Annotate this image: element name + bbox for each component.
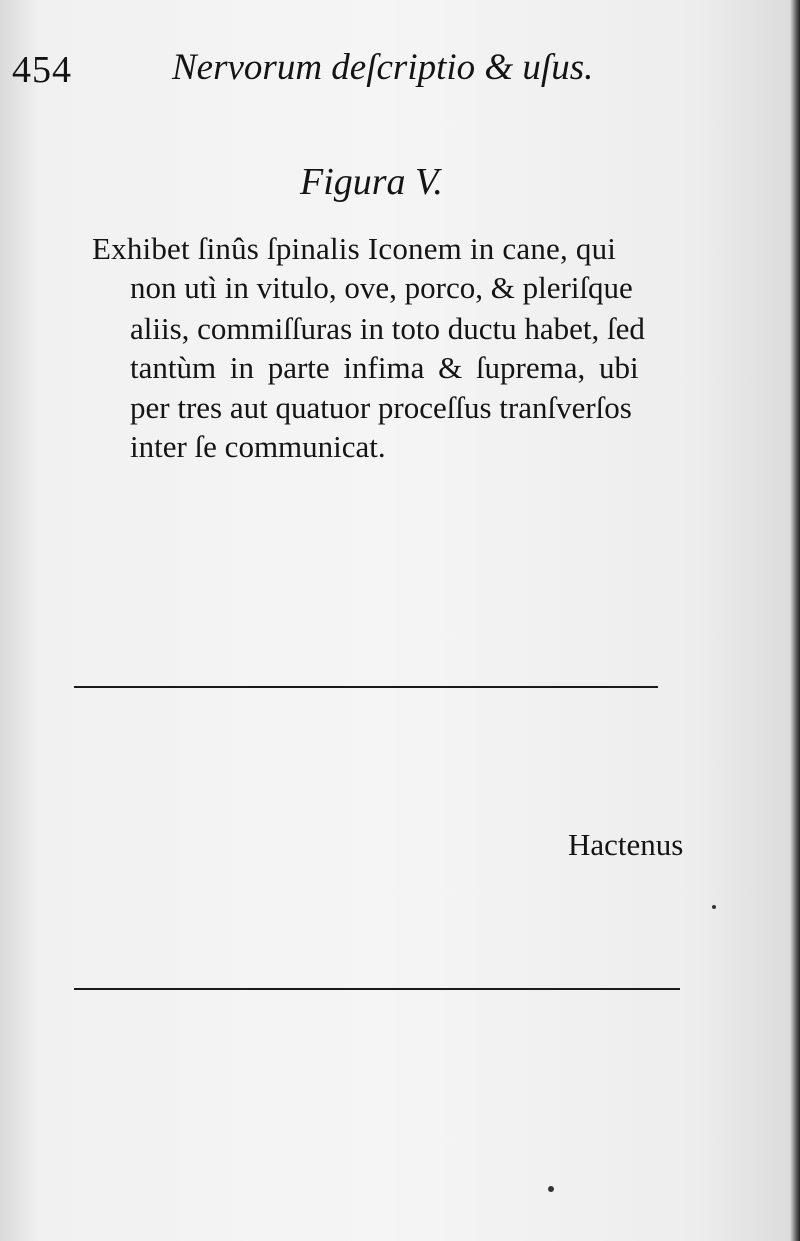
paragraph-line: Exhibet ſinûs ſpinalis Iconem in cane, qui <box>92 231 617 266</box>
page-number: 454 <box>12 49 72 91</box>
catchword: Hactenus <box>568 827 684 862</box>
figure-title: Figura V. <box>300 161 443 203</box>
paragraph-line: aliis, commiſſuras in toto ductu habet, ſed <box>130 311 645 346</box>
horizontal-rule <box>74 686 658 688</box>
paragraph-line: non utì in vitulo, ove, porco, & pleriſque <box>130 270 633 305</box>
running-title: Nervorum deſcriptio & uſus. <box>172 47 594 88</box>
paragraph-line: inter ſe communicat. <box>130 429 386 464</box>
paragraph-line: per tres aut quatuor proceſſus tranſverſos <box>130 390 632 425</box>
ink-speck <box>712 905 716 909</box>
show-through-text <box>683 95 690 126</box>
paragraph-line: tantùm in parte infima & ſuprema, ubi <box>130 350 639 385</box>
ink-speck <box>548 1186 554 1192</box>
horizontal-rule <box>74 988 680 990</box>
